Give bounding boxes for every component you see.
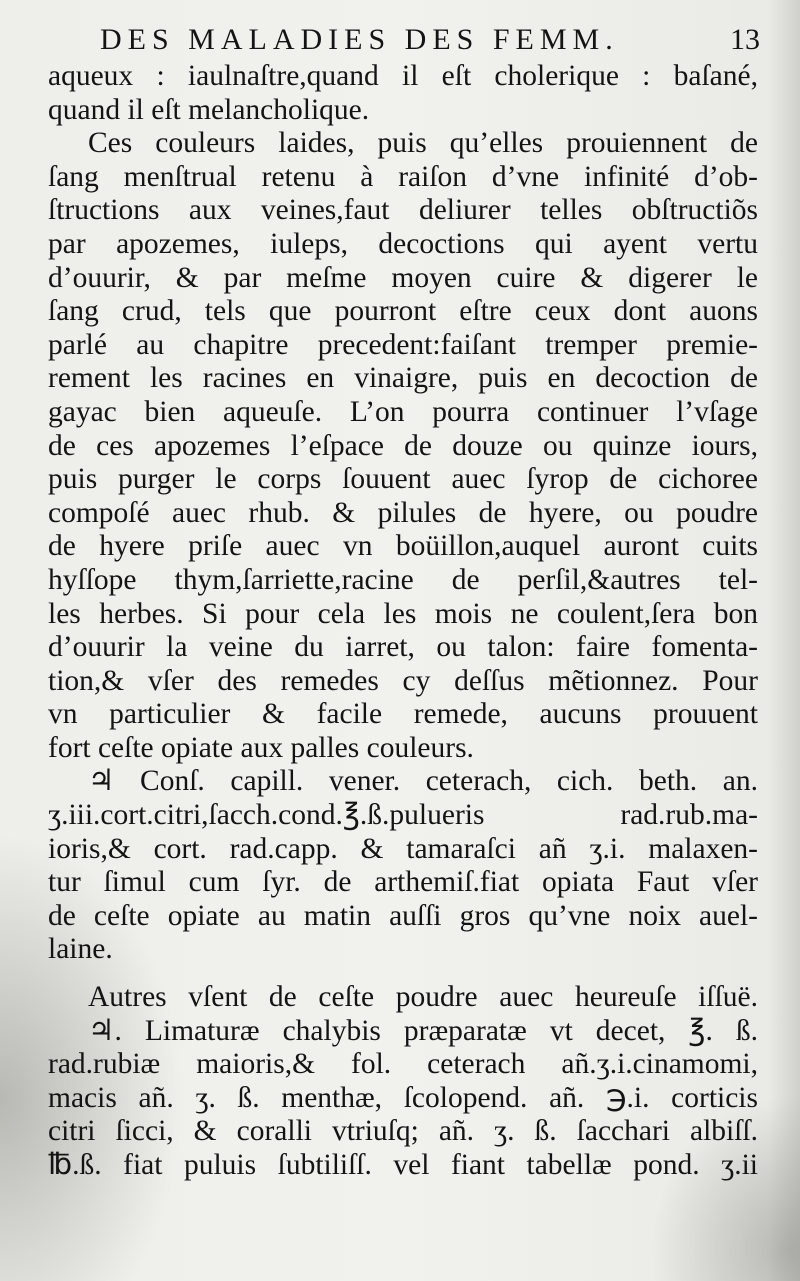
text-line: ſtructions aux veines,faut deliurer telles obſtructiõs [48,194,758,227]
text-line: quand il eſt melancholique. [48,93,370,126]
text-line: tur ſimul cum ſyr. de arthemiſ.fiat opiata Faut vſer [48,866,758,899]
text-line: ℔.ß. fiat puluis ſubtiliſſ. vel fiant tabellæ pond. ʒ.ii [48,1149,758,1181]
text-line: d’ouurir, & par meſme moyen cuire & digerer le [48,261,758,294]
text-line: parlé au chapitre precedent:faiſant tremper premie- [48,328,758,361]
text-line: par apozemes, iuleps, decoctions qui ayent vertu [48,227,758,260]
text-line: vn particulier & facile remede, aucuns prouuent [48,698,758,731]
text-line: hyſſope thym,ſarriette,racine de perſil,&autres tel- [48,563,758,596]
text-line: Autres vſent de ceſte poudre auec heureuſe iſſuë. [88,981,758,1014]
text-line: ♃ Conſ. capill. vener. ceterach, cich. beth. an. [88,765,758,798]
text-line: fort ceſte opiate aux palles couleurs. [48,731,474,764]
paragraph-gap [48,967,758,981]
text-line: ♃. Limaturæ chalybis præparatæ vt decet, ℥. ß. [88,1014,758,1047]
text-line: ioris,& cort. rad.capp. & tamaraſci añ ʒ.i. malaxen- [48,832,758,865]
text-line: compoſé auec rhub. & pilules de hyere, ou poudre [48,496,758,529]
text-line: de hyere priſe auec vn boüillon,auquel auront cuits [48,530,758,563]
page-header [100,20,760,60]
body-text [48,60,758,1183]
text-line: tion,& vſer des remedes cy deſſus mẽtionnez. Pour [48,664,758,697]
text-line: laine. [48,933,113,966]
text-line: gayac bien aqueuſe. L’on pourra continuer l’vſage [48,395,758,428]
text-line: les herbes. Si pour cela les mois ne coulent,ſera bon [48,597,758,630]
text-line: de ceſte opiate au matin auſſi gros qu’vne noix auel- [48,899,758,932]
text-line: ʒ.iii.cort.citri,ſacch.cond.℥.ß.pulueris rad.rub.ma- [48,799,758,832]
text-line: puis purger le corps ſouuent auec ſyrop de cichoree [48,463,758,496]
page-number: 13 [730,23,760,56]
text-line: ſang menſtrual retenu à raiſon d’vne infinité d’ob- [48,160,758,193]
text-line: Ces couleurs laides, puis qu’elles prouiennent de [88,127,758,160]
text-line: de ces apozemes l’eſpace de douze ou quinze iours, [48,429,758,462]
text-line: rad.rubiæ maioris,& fol. ceterach añ.ʒ.i.cinamomi, [48,1048,758,1081]
running-title: DES MALADIES DES FEMM. [100,23,619,56]
text-line: aqueux : iaulnaſtre,quand il eſt cholerique : baſané, [48,60,758,92]
text-line: d’ouurir la veine du iarret, ou talon: faire fomenta- [48,631,758,664]
text-line: rement les racines en vinaigre, puis en decoction de [48,362,758,395]
text-line: macis añ. ʒ. ß. menthæ, ſcolopend. añ. ℈.i. corticis [48,1081,758,1114]
text-line: citri ſicci, & coralli vtriuſq; añ. ʒ. ß. ſacchari albiſſ. [48,1115,758,1148]
text-line: ſang crud, tels que pourront eſtre ceux dont auons [48,295,758,328]
